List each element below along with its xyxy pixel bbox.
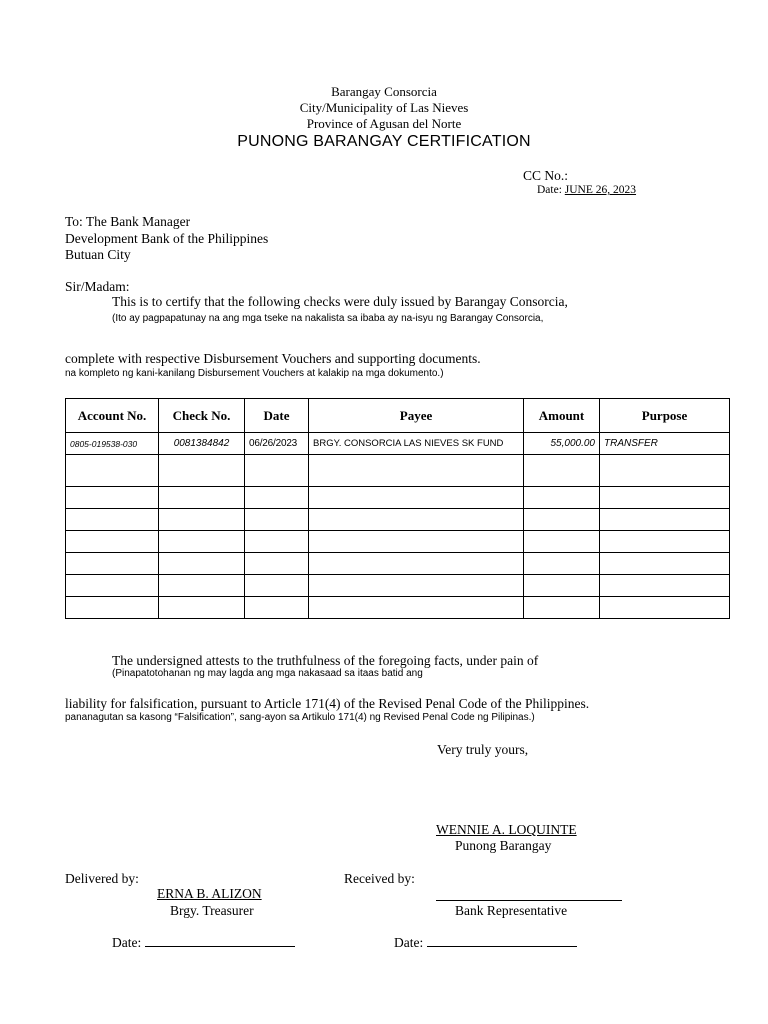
municipality-name: City/Municipality of Las Nieves	[299, 100, 469, 115]
checks-table	[65, 398, 730, 619]
cell-purpose: TRANSFER	[600, 433, 730, 455]
table-row	[66, 487, 730, 509]
delivered-date-blank	[145, 934, 295, 947]
addressee-line-3: Butuan City	[65, 247, 131, 262]
date-value: JUNE 26, 2023	[564, 184, 637, 196]
received-date-label: Date:	[394, 935, 424, 950]
col-check-no: Check No.	[159, 399, 245, 433]
addressee-line-1: To: The Bank Manager	[65, 214, 191, 229]
delivered-date-line	[112, 934, 295, 951]
received-date-line	[394, 934, 577, 951]
table-row	[66, 597, 730, 619]
cell-amount: 55,000.00	[524, 433, 600, 455]
table-header-row	[66, 399, 730, 433]
certification-continuation: complete with respective Disbursement Vouchers and supporting documents.	[65, 351, 481, 366]
document-title: PUNONG BARANGAY CERTIFICATION	[237, 133, 531, 150]
col-payee: Payee	[309, 399, 524, 433]
attestation-continuation-translation: pananagutan sa kasong “Falsification”, sang-ayon sa Artikulo 171(4) ng Revised Penal Code ng Pilipinas.)	[65, 712, 535, 723]
certification-continuation-translation: na kompleto ng kani-kanilang Disbursement Vouchers at kalakip na mga dokumento.)	[65, 368, 444, 379]
table-row	[66, 531, 730, 553]
date-line	[537, 184, 636, 196]
cc-number-label: CC No.:	[523, 168, 569, 183]
attestation-translation: (Pinapatotohanan ng may lagda ang mga nakasaad sa itaas batid ang	[112, 668, 423, 679]
cell-check-no: 0081384842	[159, 433, 245, 455]
attestation-continuation: liability for falsification, pursuant to Article 171(4) of the Revised Penal Code of the Philippines.	[65, 696, 590, 711]
certification-text: This is to certify that the following checks were duly issued by Barangay Consorcia,	[112, 294, 568, 309]
table-row	[66, 455, 730, 487]
col-date: Date	[245, 399, 309, 433]
cell-payee: BRGY. CONSORCIA LAS NIEVES SK FUND	[309, 433, 524, 455]
cell-account-no: 0805-019538-030	[66, 433, 159, 455]
delivered-by-name: ERNA B. ALIZON	[157, 886, 262, 901]
province-name: Province of Agusan del Norte	[306, 116, 462, 131]
table-row	[66, 553, 730, 575]
attestation-text: The undersigned attests to the truthfulness of the foregoing facts, under pain of	[112, 653, 539, 668]
received-by-title: Bank Representative	[455, 903, 568, 918]
signatory-title: Punong Barangay	[455, 838, 552, 853]
col-amount: Amount	[524, 399, 600, 433]
addressee-line-2: Development Bank of the Philippines	[65, 231, 269, 246]
salutation: Sir/Madam:	[65, 279, 130, 294]
received-by-label: Received by:	[344, 871, 415, 886]
delivered-by-title: Brgy. Treasurer	[170, 903, 254, 918]
delivered-date-label: Date:	[112, 935, 142, 950]
barangay-name: Barangay Consorcia	[331, 84, 437, 99]
signatory-name: WENNIE A. LOQUINTE	[436, 822, 577, 837]
received-date-blank	[427, 934, 577, 947]
col-account-no: Account No.	[66, 399, 159, 433]
date-label: Date:	[537, 184, 562, 196]
certification-translation: (Ito ay pagpapatunay na ang mga tseke na nakalista sa ibaba ay na-isyu ng Barangay Consorcia,	[112, 313, 544, 324]
col-purpose: Purpose	[600, 399, 730, 433]
table-row	[66, 509, 730, 531]
table-row	[66, 575, 730, 597]
table-row	[66, 433, 730, 455]
delivered-by-label: Delivered by:	[65, 871, 139, 886]
valediction: Very truly yours,	[437, 742, 529, 757]
received-by-signature-line	[436, 886, 622, 901]
cell-date: 06/26/2023	[245, 433, 309, 455]
